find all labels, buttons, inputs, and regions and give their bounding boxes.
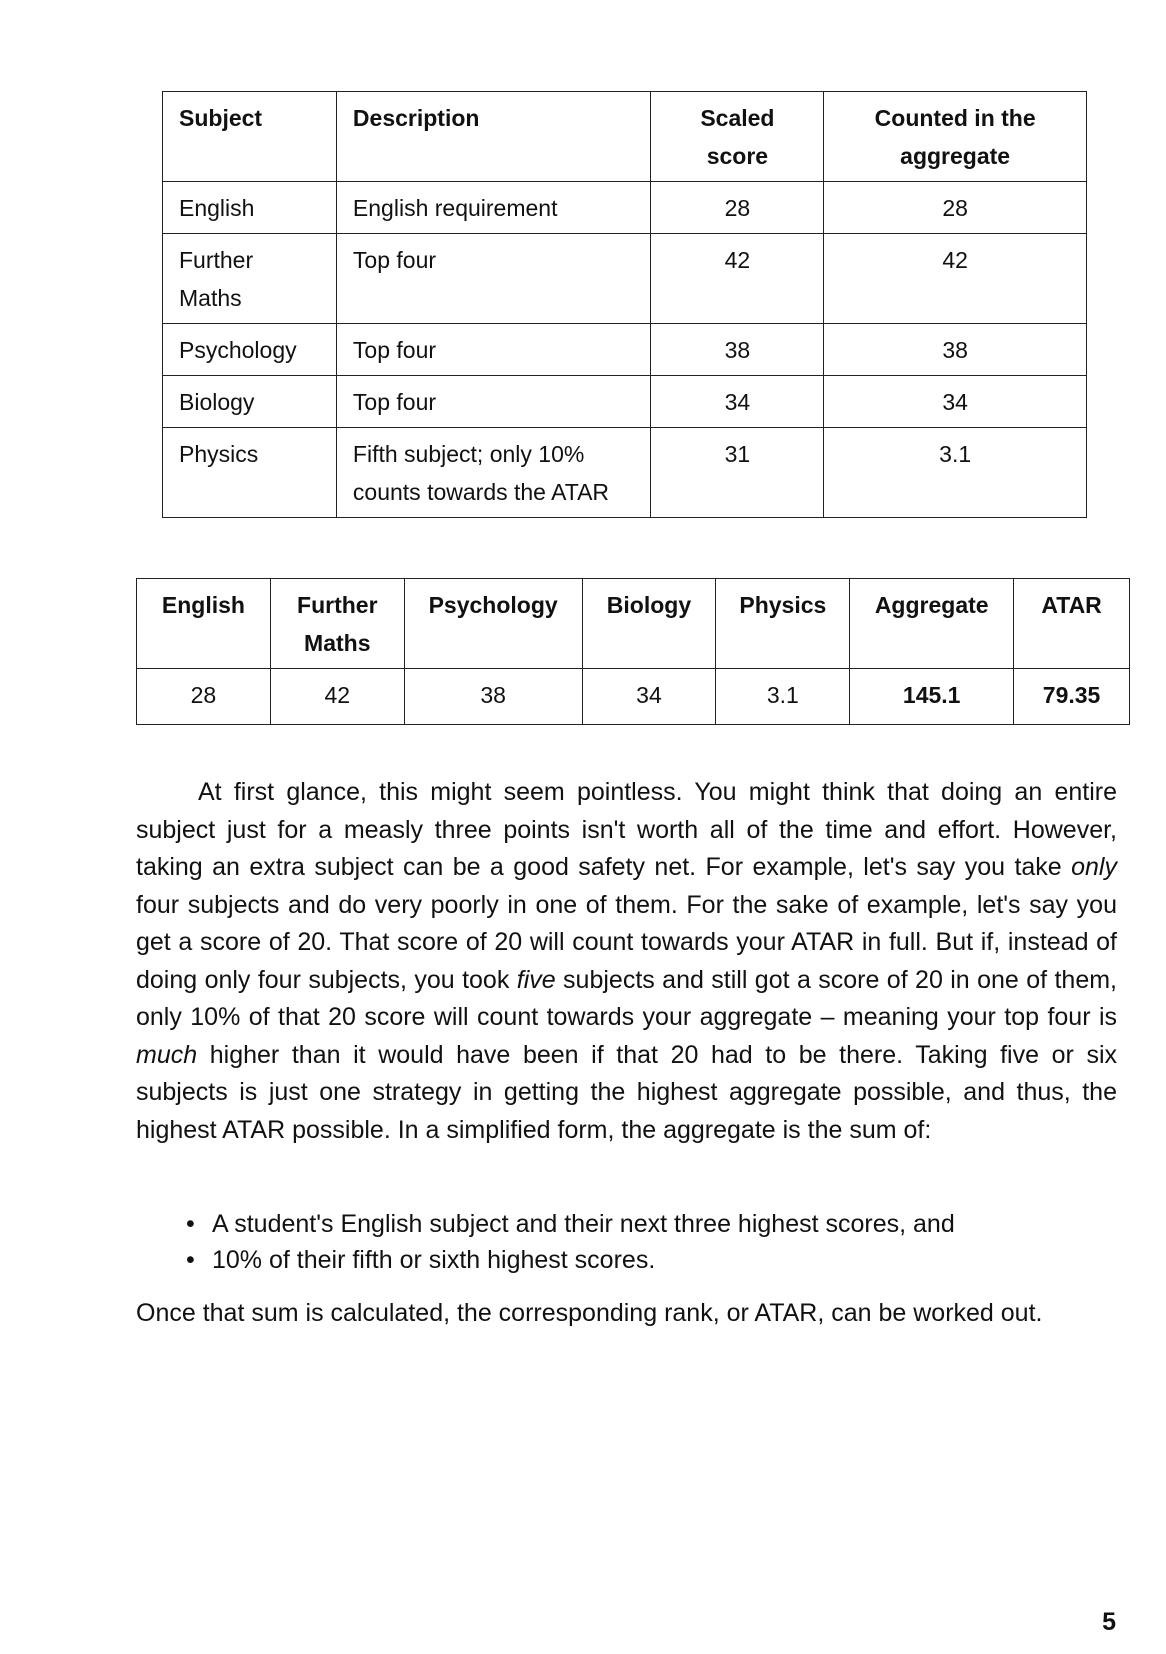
table-row — [163, 234, 1087, 324]
cell-scaled-score: 34 — [651, 376, 824, 428]
bullet-list — [186, 1206, 955, 1278]
table-row — [163, 428, 1087, 518]
cell-counted: 42 — [824, 234, 1087, 324]
cell-biology-score: 34 — [582, 669, 716, 725]
cell-counted: 38 — [824, 324, 1087, 376]
cell-description: English requirement — [336, 182, 651, 234]
cell-counted: 34 — [824, 376, 1087, 428]
subject-scores-table — [162, 91, 1087, 518]
paragraph-text: At first glance, this might seem pointless. You might think that doing an entire subject just for a measly three points isn't worth all of the time and effort. However, taking an extra subject can be a good safety net. For example, let's say you take — [136, 778, 1117, 881]
cell-further-maths-score: 42 — [270, 669, 404, 725]
closing-paragraph: Once that sum is calculated, the corresponding rank, or ATAR, can be worked out. — [136, 1299, 1043, 1327]
cell-counted: 28 — [824, 182, 1087, 234]
emphasis-text: five — [516, 965, 556, 994]
cell-subject: Further Maths — [163, 234, 337, 324]
table-row — [163, 324, 1087, 376]
cell-description: Top four — [336, 376, 651, 428]
cell-subject: Physics — [163, 428, 337, 518]
table-row — [163, 376, 1087, 428]
cell-scaled-score: 28 — [651, 182, 824, 234]
header-psychology: Psychology — [404, 579, 582, 669]
emphasis-text: only — [1071, 853, 1117, 881]
cell-subject: Psychology — [163, 324, 337, 376]
table-header-row — [137, 579, 1130, 669]
table-header-row — [163, 92, 1087, 182]
cell-psychology-score: 38 — [404, 669, 582, 725]
emphasis-text: much — [136, 1040, 198, 1069]
paragraph-text: higher than it would have been if that 20 had to be there. Taking five or six subjects is just one strategy in getting the highest aggregate possible, and thus, the highest ATAR possible. In a simplified form, the aggregate is the sum of: — [136, 1040, 1117, 1144]
list-item: • 10% of their fifth or sixth highest scores. — [186, 1242, 955, 1278]
paragraph-text: subjects and still got a score of 20 in one of them, only 10% of that 20 score will count towards your aggregate – meaning your top four is — [136, 965, 1117, 1031]
cell-physics-score: 3.1 — [716, 669, 850, 725]
header-aggregate: Aggregate — [850, 579, 1014, 669]
header-biology: Biology — [582, 579, 716, 669]
header-description: Description — [336, 92, 651, 182]
header-counted-in-aggregate: Counted in the aggregate — [824, 92, 1087, 182]
cell-subject: English — [163, 182, 337, 234]
cell-description: Fifth subject; only 10% counts towards the ATAR — [336, 428, 651, 518]
cell-scaled-score: 42 — [651, 234, 824, 324]
cell-description: Top four — [336, 234, 651, 324]
cell-description: Top four — [336, 324, 651, 376]
header-further-maths: Further Maths — [270, 579, 404, 669]
table-row — [137, 669, 1130, 725]
cell-aggregate-total: 145.1 — [850, 669, 1014, 725]
header-scaled-score: Scaled score — [651, 92, 824, 182]
header-subject: Subject — [163, 92, 337, 182]
table-row — [163, 182, 1087, 234]
cell-atar-value: 79.35 — [1014, 669, 1130, 725]
body-paragraph — [136, 774, 1117, 1149]
aggregate-atar-table — [136, 578, 1130, 725]
cell-counted: 3.1 — [824, 428, 1087, 518]
page-number: 5 — [1102, 1608, 1116, 1636]
header-physics: Physics — [716, 579, 850, 669]
paragraph-text: four subjects and do very poorly in one of them. For the sake of example, let's say you get a score of 20. That score of 20 will count towards your ATAR in full. But if, instead of doing only four subjects, you took — [136, 890, 1117, 994]
header-english: English — [137, 579, 271, 669]
list-item: • A student's English subject and their next three highest scores, and — [186, 1206, 955, 1242]
cell-subject: Biology — [163, 376, 337, 428]
cell-scaled-score: 38 — [651, 324, 824, 376]
cell-scaled-score: 31 — [651, 428, 824, 518]
header-atar: ATAR — [1014, 579, 1130, 669]
cell-english-score: 28 — [137, 669, 271, 725]
